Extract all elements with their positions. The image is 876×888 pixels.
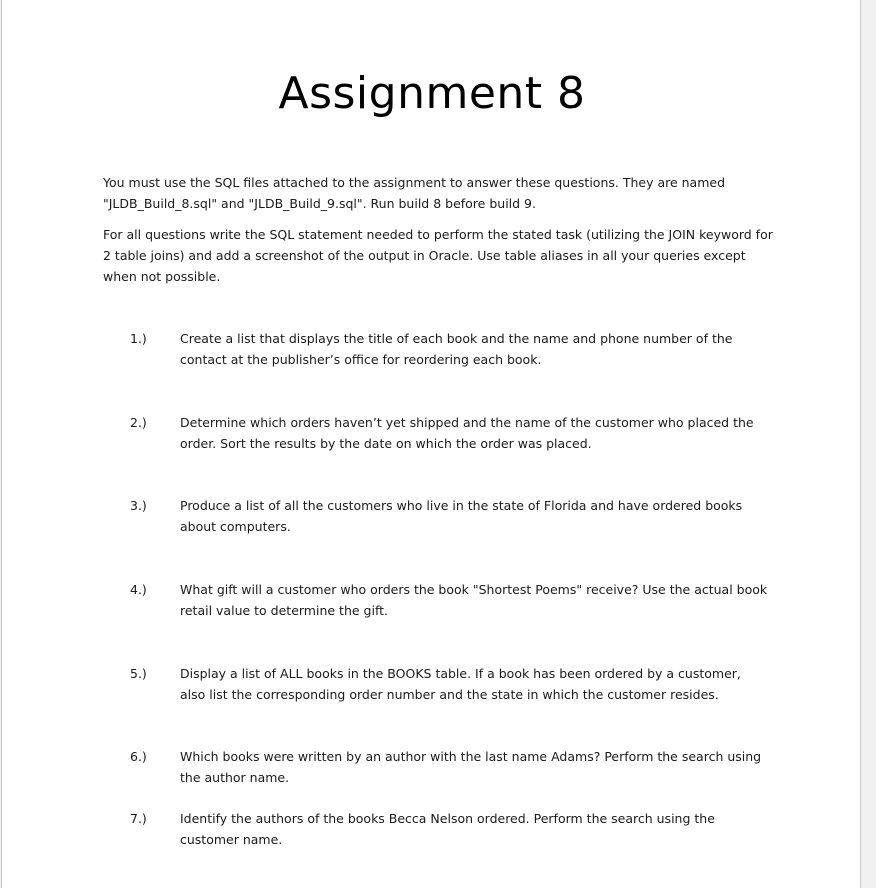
- question-number: 7.): [130, 811, 147, 826]
- document-title: Assignment 8: [278, 68, 586, 119]
- question-text: Produce a list of all the customers who live in the state of Florida and have ordered books about computers.: [180, 498, 743, 534]
- question-number: 1.): [130, 331, 147, 346]
- question-text: Display a list of ALL books in the BOOKS table. If a book has been ordered by a customer, also list the corresponding order number and the state in which the customer resides.: [180, 666, 741, 702]
- question-text: What gift will a customer who orders the book "Shortest Poems" receive? Use the actual book retail value to determine the gift.: [180, 582, 768, 618]
- question-number: 6.): [130, 749, 147, 764]
- question-number: 3.): [130, 498, 147, 513]
- question-text: Which books were written by an author with the last name Adams? Perform the search using the author name.: [180, 749, 762, 785]
- question-number: 4.): [130, 582, 147, 597]
- question-number: 2.): [130, 415, 147, 430]
- question-text: Create a list that displays the title of each book and the name and phone number of the contact at the publisher’s office for reordering each book.: [180, 331, 733, 367]
- question-text: Determine which orders haven’t yet shipped and the name of the customer who placed the order. Sort the results by the date on which the order was placed.: [180, 415, 754, 451]
- question-number: 5.): [130, 666, 147, 681]
- instructions-paragraph: For all questions write the SQL statement needed to perform the stated task (utilizing the JOIN keyword for 2 table joins) and add a screenshot of the output in Oracle. Use table aliases in all your queries except when not possible.: [103, 227, 773, 284]
- intro-paragraph: You must use the SQL files attached to the assignment to answer these questions. They are named "JLDB_Build_8.sql" and "JLDB_Build_9.sql". Run build 8 before build 9.: [103, 175, 726, 211]
- document-page: [1, 0, 861, 888]
- question-text: Identify the authors of the books Becca Nelson ordered. Perform the search using the customer name.: [180, 811, 715, 847]
